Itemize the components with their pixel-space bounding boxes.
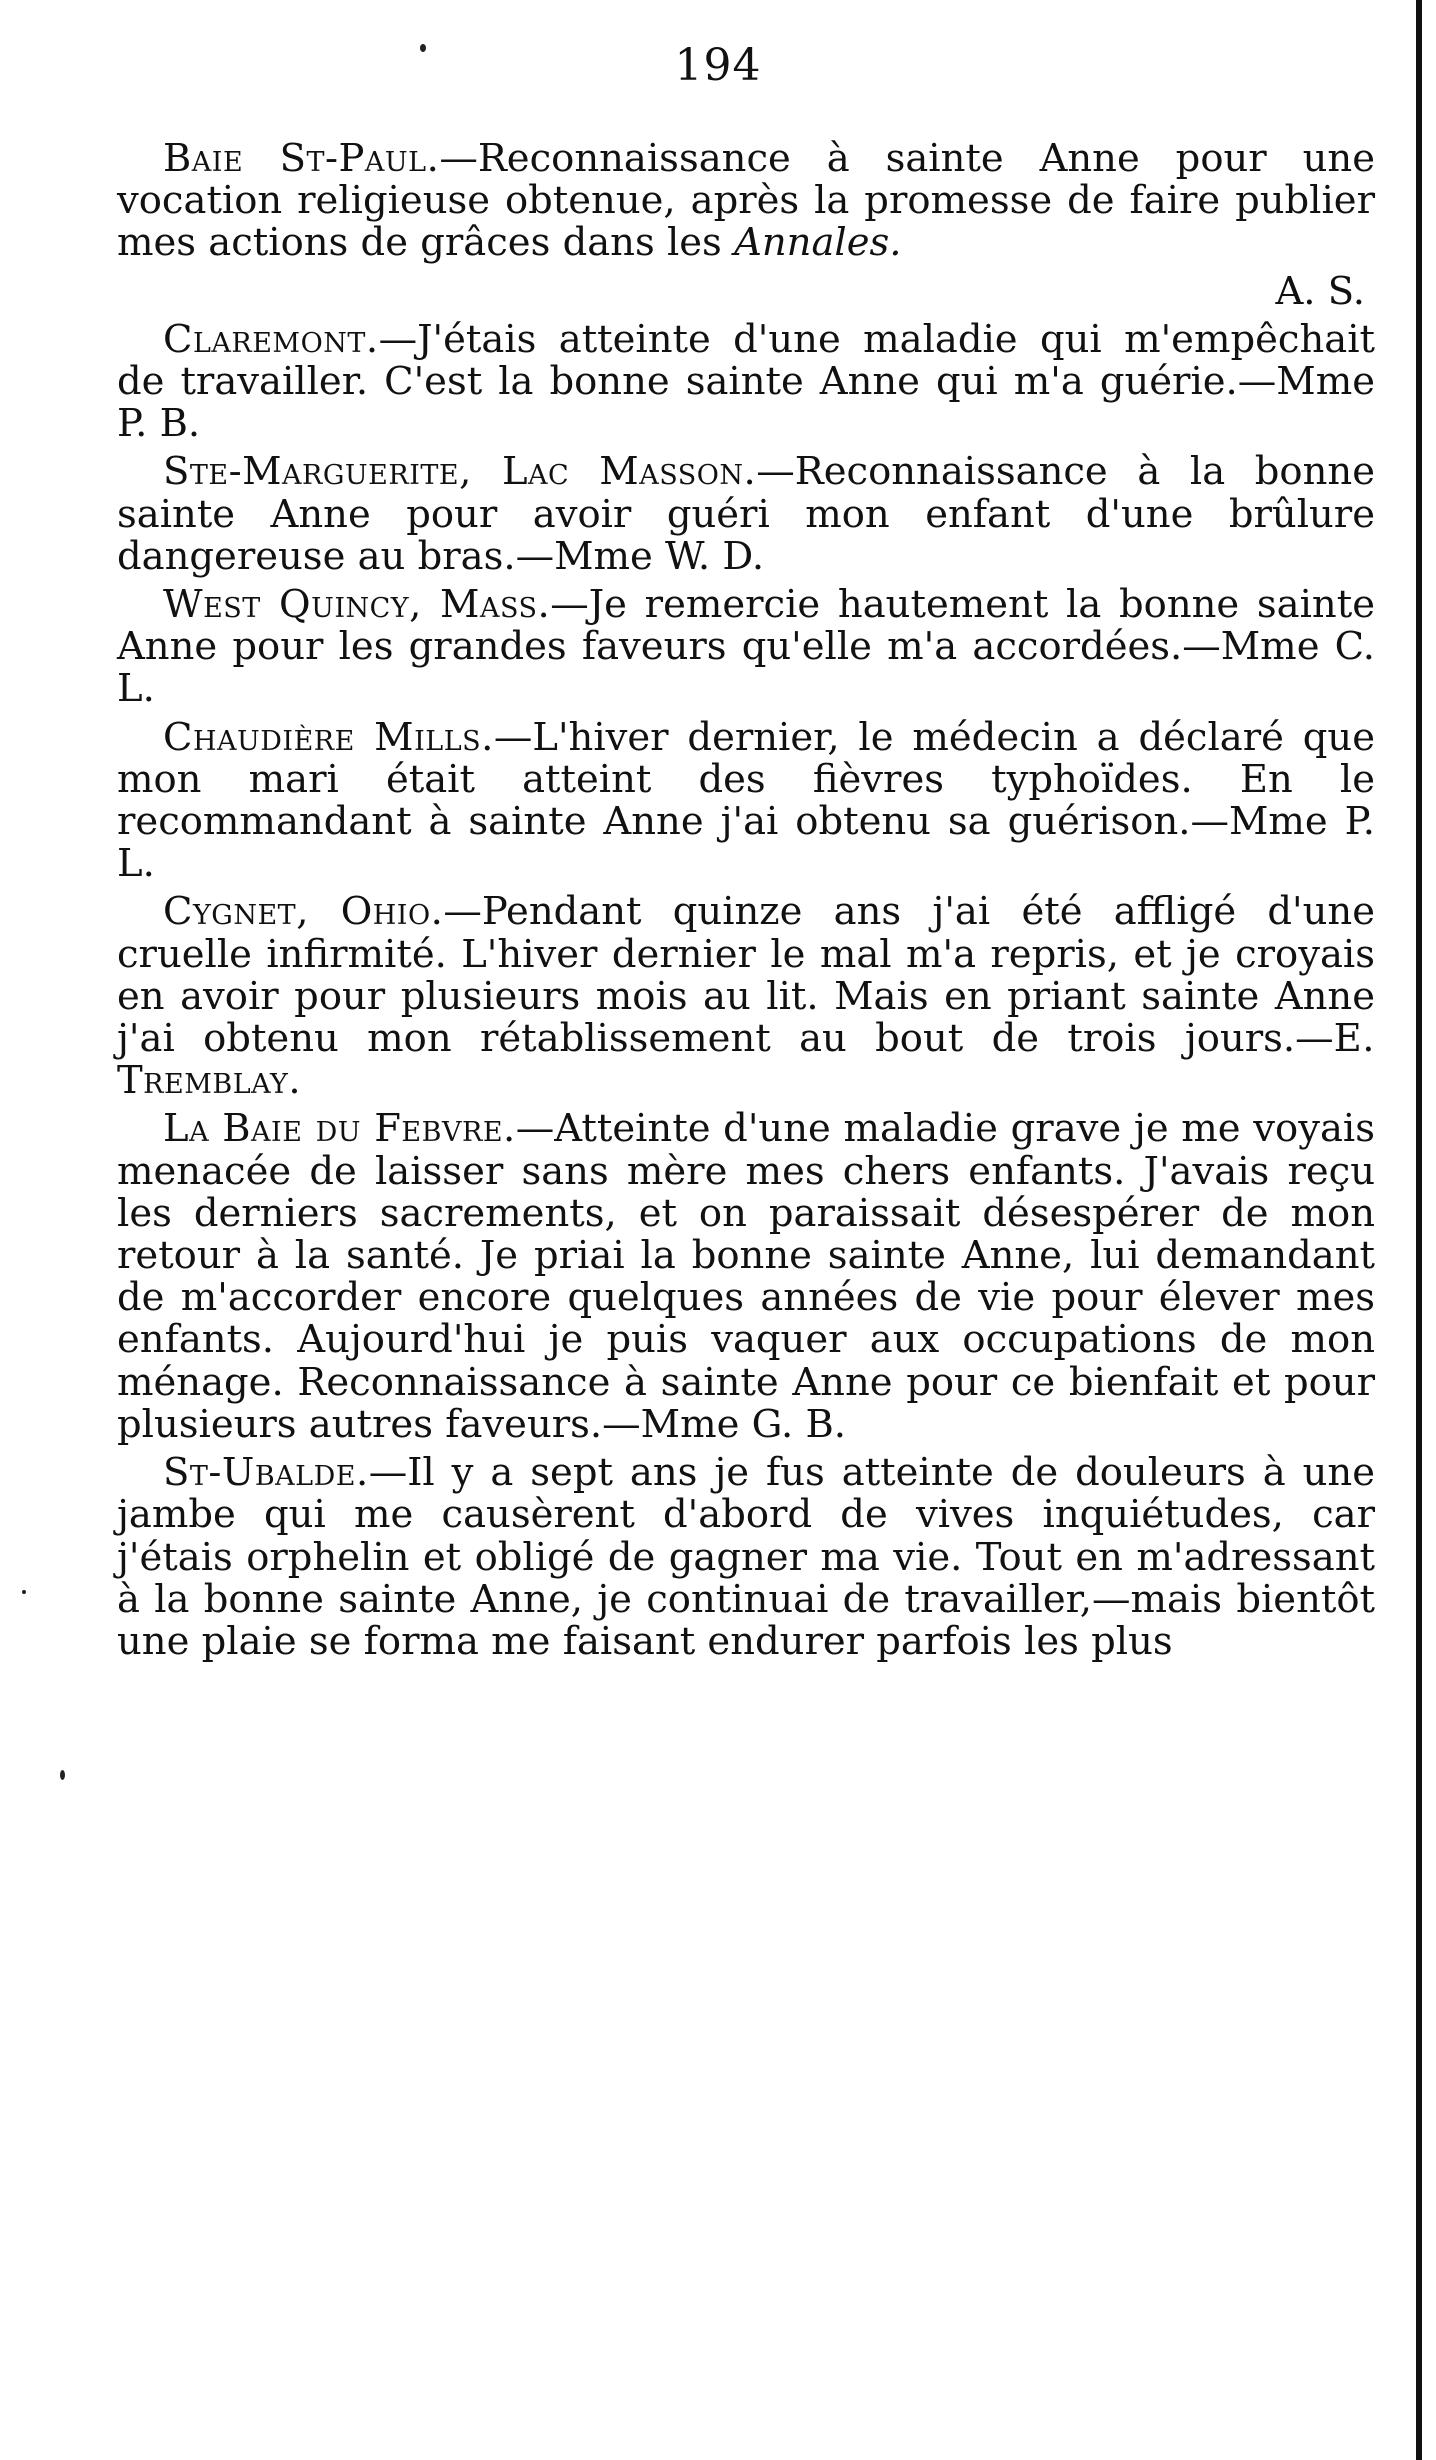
place-name: Baie St-Paul. [163,136,440,181]
entry-baie-st-paul [117,138,1375,313]
entry-text: —L'hiver dernier, le médecin a déclaré que mon mari était atteint des fièvres typhoïdes. En le recommandant à sainte Anne j'ai obtenu sa guérison.—Mme P. L. [117,714,1375,887]
page-body [117,138,1375,1669]
entry-signature: E. Tremblay. [117,1016,1375,1104]
entry-text: —Atteinte d'une maladie grave je me voyais menacée de laisser sans mère mes chers enfants. J'avais reçu les derniers sacrements, et on paraissait désespérer de mon retour à la santé. Je priai la bonne sainte Anne, lui demandant de m'accorder encore quelques années de vie pour élever mes enfants. Aujourd'hui je puis vaquer aux occupations de mon ménage. Reconnaissance à sainte Anne pour ce bienfait et pour plusieurs autres faveurs.—Mme G. B. [117,1106,1375,1447]
print-speck [420,44,426,52]
page-edge-rule [1416,0,1422,2460]
entry-text: —Il y a sept ans je fus atteinte de douleurs à une jambe qui me causèrent d'abord de vives inquiétudes, car j'étais orphelin et obligé de gagner ma vie. Tout en m'adressant à la bonne sainte Anne, je continuai de travailler,—mais bientôt une plaie se forma me faisant endurer parfois les plus [117,1450,1375,1664]
place-name: Claremont. [163,316,379,362]
entry-text: —J'étais atteinte d'une maladie qui m'empêchait de travailler. C'est la bonne sainte Anne qui m'a guérie.—Mme P. B. [117,316,1375,447]
page-number: 194 [674,40,762,91]
entry-text: —Reconnaissance à la bonne sainte Anne pour avoir guéri mon enfant d'une brûlure dangereuse au bras.—Mme W. D. [117,449,1375,579]
place-name: Ste-Marguerite, Lac Masson. [163,449,757,495]
place-name: West Quincy, Mass. [163,582,551,628]
entry-la-baie-du-febvre [117,1108,1375,1446]
entry-text: —Je remercie hautement la bonne sainte Anne pour les grandes faveurs qu'elle m'a accordées.—Mme C. L. [117,582,1375,712]
place-name: Cygnet, Ohio. [163,889,444,935]
entry-st-ubalde [117,1452,1375,1663]
place-name: Chaudière Mills. [163,714,494,760]
entry-chaudiere-mills [117,714,1375,887]
entry-initials: A. S. [1275,268,1365,314]
place-name: La Baie du Febvre. [163,1106,516,1152]
print-speck [22,1590,26,1594]
entry-west-quincy [117,584,1375,711]
entry-text: —Pendant quinze ans j'ai été affligé d'une cruelle infirmité. L'hiver dernier le mal m'a repris, et je croyais en avoir pour plusieurs mois au lit. Mais en priant sainte Anne j'ai obtenu mon rétablissement au bout de trois jours.— [117,889,1376,1062]
place-name: St-Ubalde. [163,1450,369,1496]
entry-text: —Reconnaissance à sainte Anne pour une vocation religieuse obtenue, après la promesse de faire publier mes actions de grâces dans les [117,136,1376,266]
entry-ste-marguerite [117,451,1375,578]
entry-italic: Annales. [734,220,902,266]
print-speck [60,1770,65,1780]
entry-cygnet-ohio [117,891,1375,1102]
entry-claremont [117,316,1375,447]
